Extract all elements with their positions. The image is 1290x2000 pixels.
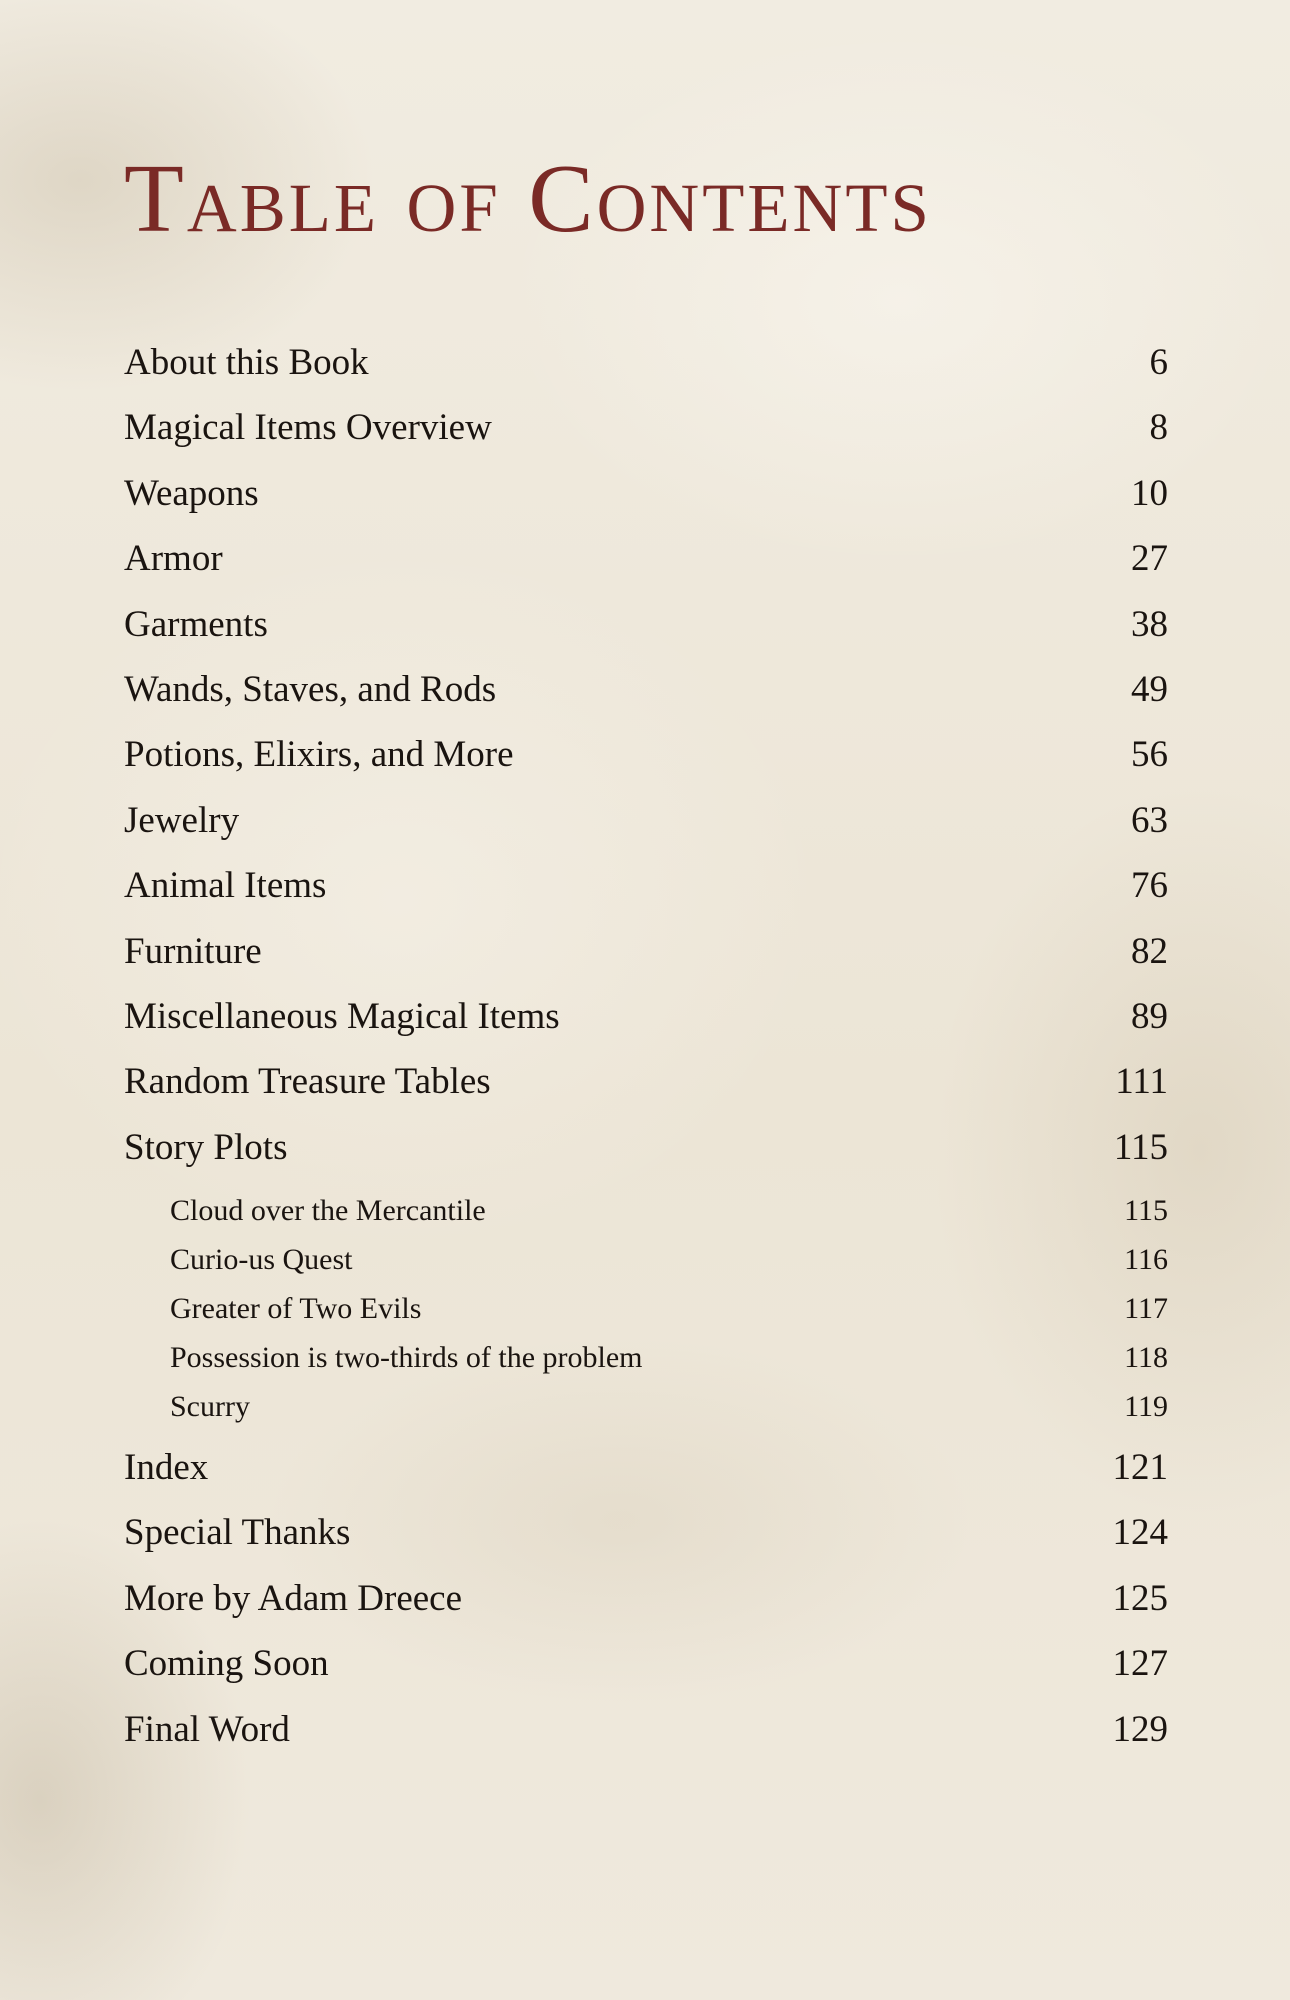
toc-subentry-label: Greater of Two Evils	[170, 1292, 422, 1326]
toc-entry-page: 89	[1131, 995, 1168, 1037]
toc-entry-animal-items[interactable]	[124, 853, 1168, 918]
toc-entry-label: Potions, Elixirs, and More	[124, 734, 514, 776]
toc-entry-label: Index	[124, 1447, 209, 1489]
toc-entry-label: Special Thanks	[124, 1512, 351, 1554]
toc-entry-coming-soon[interactable]	[124, 1631, 1168, 1696]
toc-page	[124, 145, 1168, 1762]
toc-entry-page: 115	[1113, 1126, 1168, 1168]
toc-entry-label: Coming Soon	[124, 1643, 329, 1685]
toc-subentry-cloud-over-the-mercantile[interactable]	[124, 1186, 1168, 1235]
toc-entry-page: 8	[1149, 407, 1168, 449]
toc-subentry-label: Possession is two-thirds of the problem	[170, 1341, 643, 1375]
page-title: Table of Contents	[124, 145, 932, 253]
toc-entry-page: 125	[1112, 1577, 1168, 1619]
toc-entry-page: 129	[1112, 1708, 1168, 1750]
toc-entry-page: 76	[1131, 865, 1168, 907]
toc-entry-story-plots[interactable]	[124, 1115, 1168, 1180]
toc-entry-page: 49	[1131, 668, 1168, 710]
toc-entry-label: Story Plots	[124, 1126, 288, 1168]
toc-entry-label: Animal Items	[124, 865, 327, 907]
toc-entry-page: 27	[1131, 538, 1168, 580]
toc-entry-page: 124	[1112, 1512, 1168, 1554]
toc-entry-label: Armor	[124, 538, 223, 580]
toc-entry-page: 127	[1112, 1643, 1168, 1685]
toc-entry-label: Garments	[124, 603, 268, 645]
toc-entry-magical-items-overview[interactable]	[124, 395, 1168, 460]
toc-entry-page: 63	[1131, 799, 1168, 841]
toc-subentry-page: 115	[1124, 1194, 1168, 1228]
story-plots-sublist	[124, 1180, 1168, 1435]
toc-list	[124, 330, 1168, 1762]
toc-entry-page: 6	[1149, 342, 1168, 383]
toc-subentry-greater-of-two-evils[interactable]	[124, 1284, 1168, 1333]
toc-subentry-label: Scurry	[170, 1390, 250, 1424]
toc-subentry-page: 117	[1124, 1292, 1168, 1326]
toc-entry-label: Random Treasure Tables	[124, 1061, 491, 1103]
toc-entry-page: 38	[1131, 603, 1168, 645]
toc-entry-special-thanks[interactable]	[124, 1500, 1168, 1565]
toc-entry-weapons[interactable]	[124, 461, 1168, 526]
toc-subentry-page: 116	[1124, 1243, 1168, 1277]
toc-entry-wands-staves-rods[interactable]	[124, 657, 1168, 722]
toc-entry-final-word[interactable]	[124, 1697, 1168, 1762]
toc-subentry-curio-us-quest[interactable]	[124, 1235, 1168, 1284]
toc-subentry-possession[interactable]	[124, 1333, 1168, 1382]
toc-entry-more-by-adam-dreece[interactable]	[124, 1566, 1168, 1631]
toc-subentry-page: 118	[1124, 1341, 1168, 1375]
toc-subentry-scurry[interactable]	[124, 1382, 1168, 1431]
toc-entry-jewelry[interactable]	[124, 788, 1168, 853]
toc-entry-label: Weapons	[124, 472, 259, 514]
toc-entry-page: 10	[1131, 472, 1168, 514]
toc-entry-label: Furniture	[124, 930, 262, 972]
toc-entry-page: 111	[1115, 1061, 1168, 1103]
toc-entry-miscellaneous-magical-items[interactable]	[124, 984, 1168, 1049]
toc-entry-label: More by Adam Dreece	[124, 1577, 463, 1619]
toc-entry-label: Miscellaneous Magical Items	[124, 995, 560, 1037]
toc-entry-label: Jewelry	[124, 799, 240, 841]
toc-entry-page: 56	[1131, 734, 1168, 776]
toc-entry-label: Wands, Staves, and Rods	[124, 668, 497, 710]
toc-entry-furniture[interactable]	[124, 919, 1168, 984]
toc-entry-page: 82	[1131, 930, 1168, 972]
toc-entry-garments[interactable]	[124, 592, 1168, 657]
toc-entry-potions-elixirs[interactable]	[124, 722, 1168, 787]
toc-subentry-label: Cloud over the Mercantile	[170, 1194, 486, 1228]
toc-entry-about-this-book[interactable]	[124, 330, 1168, 395]
toc-subentry-label: Curio-us Quest	[170, 1243, 353, 1277]
toc-entry-index[interactable]	[124, 1435, 1168, 1500]
toc-entry-random-treasure-tables[interactable]	[124, 1049, 1168, 1114]
toc-subentry-page: 119	[1124, 1390, 1168, 1424]
toc-entry-label: About this Book	[124, 342, 369, 383]
toc-entry-page: 121	[1112, 1447, 1168, 1489]
toc-entry-label: Final Word	[124, 1708, 290, 1750]
toc-entry-armor[interactable]	[124, 526, 1168, 591]
toc-entry-label: Magical Items Overview	[124, 407, 492, 449]
